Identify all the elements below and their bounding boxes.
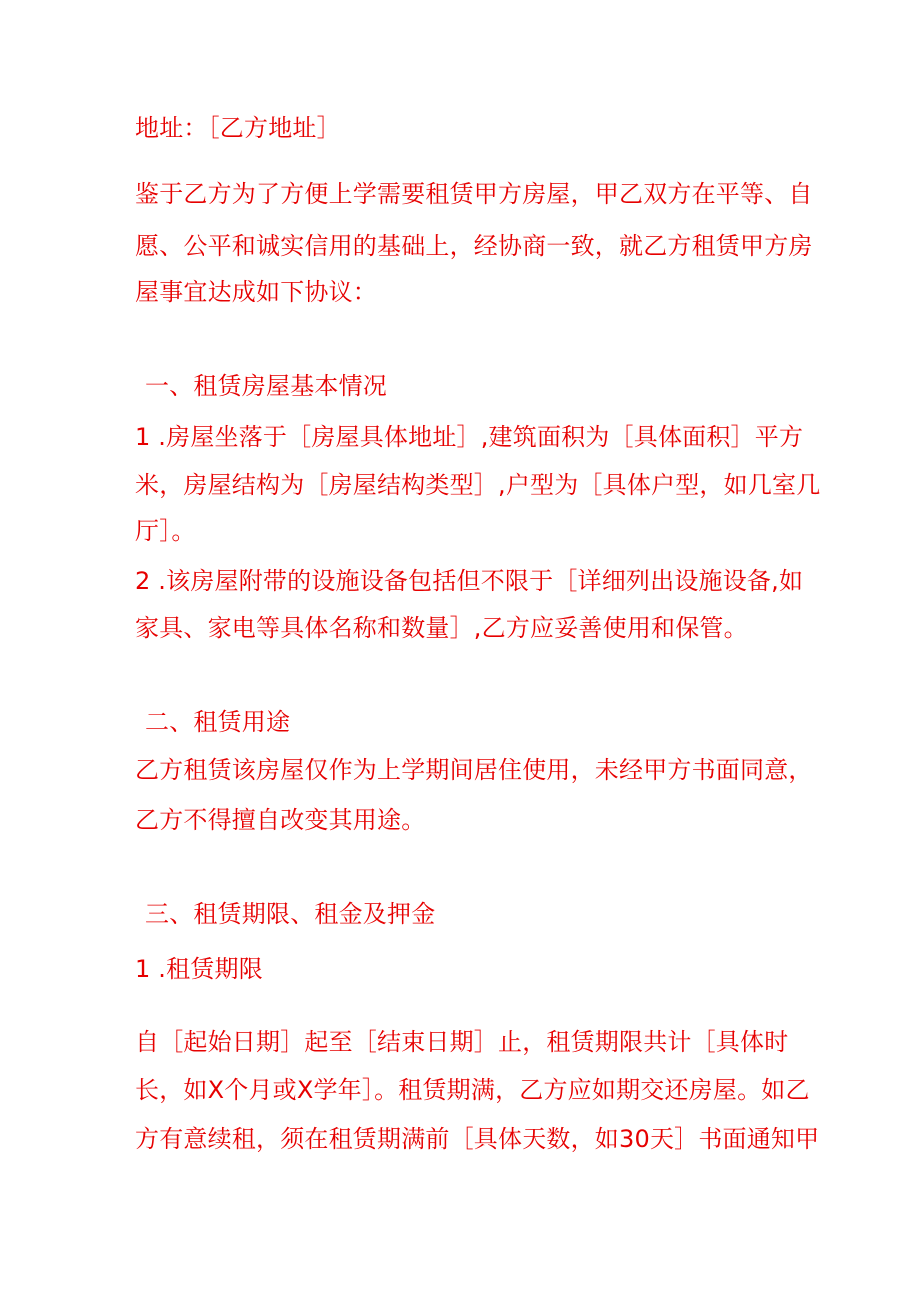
- preamble-line-3: 屋事宜达成如下协议：: [135, 278, 377, 306]
- section2-body-line-1: 乙方租赁该房屋仅作为上学期间居住使用，未经甲方书面同意，: [135, 756, 813, 784]
- section1-item1-line-3: 厅］。: [135, 517, 196, 545]
- section1-title: 一、租赁房屋基本情况: [145, 372, 387, 400]
- section2-title: 二、租赁用途: [145, 708, 291, 736]
- section3-sub1-body-line-2: 长，如X个月或X学年］。租赁期满，乙方应如期交还房屋。如乙: [135, 1076, 810, 1104]
- preamble-line-1: 鉴于乙方为了方便上学需要租赁甲方房屋，甲乙双方在平等、自: [135, 180, 813, 208]
- section1-item1-line-1: 1 .房屋坐落于［房屋具体地址］,建筑面积为［具体面积］平方: [135, 423, 804, 451]
- section1-item2-line-1: 2 .该房屋附带的设施设备包括但不限于［详细列出设施设备,如: [135, 567, 804, 595]
- section3-sub1-title: 1 .租赁期限: [135, 955, 263, 983]
- preamble-line-2: 愿、公平和诚实信用的基础上，经协商一致，就乙方租赁甲方房: [135, 232, 813, 260]
- address-line: 地址：［乙方地址］: [135, 114, 341, 142]
- section1-item2-line-2: 家具、家电等具体名称和数量］,乙方应妥善使用和保管。: [135, 614, 748, 642]
- section3-sub1-body-line-3: 方有意续租，须在租赁期满前［具体天数，如30天］书面通知甲: [135, 1125, 820, 1153]
- section1-item1-line-2: 米，房屋结构为［房屋结构类型］,户型为［具体户型，如几室几: [135, 471, 821, 499]
- section3-sub1-body-line-1: 自［起始日期］起至［结束日期］止，租赁期限共计［具体时: [135, 1028, 789, 1056]
- section2-body-line-2: 乙方不得擅自改变其用途。: [135, 806, 426, 834]
- section3-title: 三、租赁期限、租金及押金: [145, 900, 436, 928]
